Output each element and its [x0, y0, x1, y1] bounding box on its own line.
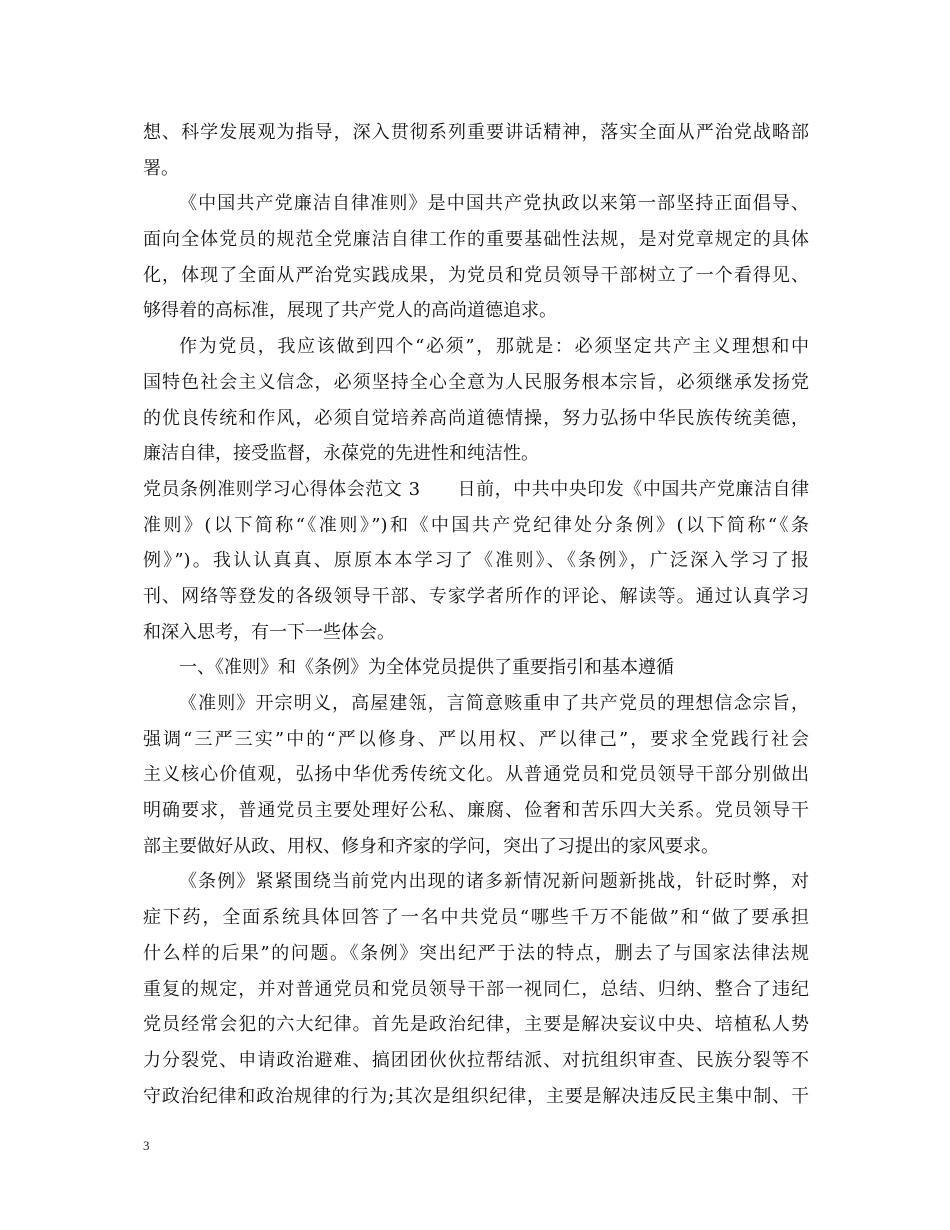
- text-line: 作为党员，我应该做到四个“必须”，那就是：必须坚定共产主义理想和中: [179, 336, 809, 358]
- text-line: 《条例》紧紧围绕当前党内出现的诸多新情况新问题新挑战，针砭时弊，对: [179, 871, 809, 893]
- text-line: 党员条例准则学习心得体会范文 3 日前，中共中央印发《中国共产党廉洁自律: [143, 478, 809, 500]
- text-line: 想、科学发展观为指导，深入贯彻系列重要讲话精神，落实全面从严治党战略部: [143, 122, 809, 143]
- text-line: 党员经常会犯的六大纪律。首先是政治纪律，主要是解决妄议中央、培植私人势: [143, 1014, 809, 1036]
- text-line: 一、《准则》和《条例》为全体党员提供了重要指引和基本遵循: [179, 657, 674, 679]
- text-line: 例》”)。我认认真真、原原本本学习了《准则》、《条例》，广泛深入学习了报: [143, 550, 809, 572]
- text-line: 《中国共产党廉洁自律准则》是中国共产党执政以来第一部坚持正面倡导、: [179, 193, 809, 215]
- text-line: 署。: [143, 157, 179, 179]
- text-line: 国特色社会主义信念，必须坚持全心全意为人民服务根本宗旨，必须继承发扬党: [143, 371, 809, 393]
- text-line: 力分裂党、申请政治避难、搞团团伙伙拉帮结派、对抗组织审查、民族分裂等不: [143, 1049, 809, 1071]
- text-line: 化，体现了全面从严治党实践成果，为党员和党员领导干部树立了一个看得见、: [143, 264, 809, 286]
- document-body: [143, 115, 809, 1114]
- text-line: 部主要做好从政、用权、修身和齐家的学问，突出了习提出的家风要求。: [143, 835, 719, 857]
- text-line: 什么样的后果”的问题。《条例》突出纪严于法的特点，删去了与国家法律法规: [143, 942, 809, 964]
- text-line: 强调“三严三实”中的“严以修身、严以用权、严以律己”，要求全党践行社会: [143, 728, 809, 750]
- text-line: 《准则》开宗明义，高屋建瓴，言简意赅重申了共产党员的理想信念宗旨，: [179, 693, 809, 714]
- text-line: 重复的规定，并对普通党员和党员领导干部一视同仁，总结、归纳、整合了违纪: [143, 978, 809, 1000]
- text-line: 刊、网络等登发的各级领导干部、专家学者所作的评论、解读等。通过认真学习: [143, 585, 809, 607]
- text-line: 症下药，全面系统具体回答了一名中共党员“哪些千万不能做”和“做了要承担: [143, 907, 809, 929]
- text-line: 明确要求，普通党员主要处理好公私、廉腐、俭奢和苦乐四大关系。党员领导干: [143, 800, 809, 822]
- text-line: 守政治纪律和政治规律的行为;其次是组织纪律，主要是解决违反民主集中制、干: [143, 1085, 809, 1107]
- page-number: 3: [143, 1138, 150, 1153]
- text-line: 准则》(以下简称“《准则》”)和《中国共产党纪律处分条例》(以下简称“《条: [143, 514, 809, 536]
- text-line: 廉洁自律，接受监督，永葆党的先进性和纯洁性。: [143, 443, 539, 465]
- text-line: 够得着的高标准，展现了共产党人的高尚道德追求。: [143, 300, 557, 322]
- text-line: 的优良传统和作风，必须自觉培养高尚道德情操，努力弘扬中华民族传统美德，: [143, 407, 809, 429]
- text-line: 主义核心价值观，弘扬中华优秀传统文化。从普通党员和党员领导干部分别做出: [143, 764, 809, 786]
- text-line: 面向全体党员的规范全党廉洁自律工作的重要基础性法规，是对党章规定的具体: [143, 229, 809, 251]
- text-line: 和深入思考，有一下一些体会。: [143, 621, 395, 643]
